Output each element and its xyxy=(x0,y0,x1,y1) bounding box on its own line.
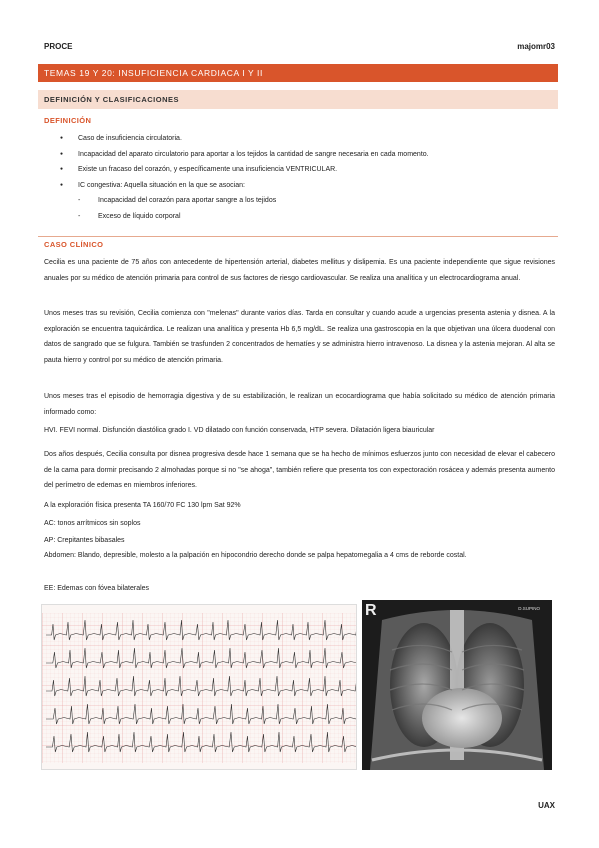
caso-paragraph-5: Dos años después, Cecilia consulta por disnea progresiva desde hace 1 semana que se ha hecho de mínimos esfuerzos junto con necesidad de elevar el cabecero de la cama para dormir precisando 2 almohadas porque si no "se ahoga", también refiere que presenta tos con expectoración rosácea y además presenta aumento del perímetro de edemas en miembros inferiores. xyxy=(44,451,555,489)
caso-paragraph-3: Unos meses tras el episodio de hemorragia digestiva y de su estabilización, le realizan un ecocardiograma que había solicitado su médico de atención primaria informado como: xyxy=(44,393,555,416)
definicion-heading: DEFINICIÓN xyxy=(44,116,92,125)
header-left: PROCE xyxy=(44,42,73,51)
list-item: ● Existe un fracaso del corazón, y específicamente una insuficiencia VENTRICULAR. xyxy=(60,162,429,178)
caso-paragraph-2: Unos meses tras su revisión, Cecilia comienza con "melenas" durante varios días. Tarda en consultar y cuando acude a urgencias presenta astenia y disnea. A la exploración se encuentra taquicárdica. Le realizan una analítica y presenta Hb 6,5 mg/dL. Se realiza una gastroscopia en la que objetivan una úlcera duodenal con datos de sangrado que se fulgura. También se trasfunden 2 concentrados de hematíes y se administra hierro intravenoso. La disnea y la astenia mejoran. Al alta se pauta hierro y control por su médico de atención primaria. xyxy=(44,310,555,364)
definicion-sublist xyxy=(78,193,276,224)
xray-graphic xyxy=(362,600,552,770)
exam-vitals: A la exploración física presenta TA 160/70 FC 130 lpm Sat 92% xyxy=(44,502,241,509)
sub-list-item: - Incapacidad del corazón para aportar sangre a los tejidos xyxy=(78,193,276,209)
definicion-list xyxy=(60,131,429,193)
footer-label: UAX xyxy=(538,801,555,810)
header-right: majomr03 xyxy=(517,42,555,51)
chest-xray-image xyxy=(362,600,552,770)
divider xyxy=(38,236,558,237)
exam-abdomen: Abdomen: Blando, depresible, molesto a la palpación en hipocondrio derecho donde se palpa hepatomegalia a 4 cms de reborde costal. xyxy=(44,552,467,559)
sub-list-item: - Exceso de líquido corporal xyxy=(78,209,276,225)
caso-paragraph-1: Cecilia es una paciente de 75 años con antecedente de hipertensión arterial, diabetes mellitus y dislipemia. Es una paciente independiente que sigue revisiones anuales por su médico de atención primaria para control de sus factores de riesgo cardiovascular. Se realiza una analítica y un electrocardiograma anual. xyxy=(44,259,555,282)
xray-side-marker: R xyxy=(365,602,377,619)
exam-ac: AC: tonos arrítmicos sin soplos xyxy=(44,520,141,527)
xray-position-label: D.SUPINO xyxy=(518,606,540,611)
caso-heading: CASO CLÍNICO xyxy=(44,240,104,249)
list-item: ● IC congestiva: Aquella situación en la que se asocian: xyxy=(60,178,429,194)
section-heading: DEFINICIÓN Y CLASIFICACIONES xyxy=(38,90,558,109)
list-item: ● Caso de insuficiencia circulatoria. xyxy=(60,131,429,147)
caso-paragraph-4: HVI. FEVI normal. Disfunción diastólica grado I. VD dilatado con función conservada, HTP severa. Dilatación ligera biauricular xyxy=(44,427,435,434)
list-item: ● Incapacidad del aparato circulatorio para aportar a los tejidos la cantidad de sangre necesaria en cada momento. xyxy=(60,147,429,163)
exam-ee: EE: Edemas con fóvea bilaterales xyxy=(44,585,150,592)
ecg-image xyxy=(41,604,357,770)
document-title: TEMAS 19 Y 20: INSUFICIENCIA CARDIACA I Y II xyxy=(38,64,558,82)
exam-ap: AP: Crepitantes bibasales xyxy=(44,537,125,544)
ecg-trace xyxy=(42,605,357,770)
